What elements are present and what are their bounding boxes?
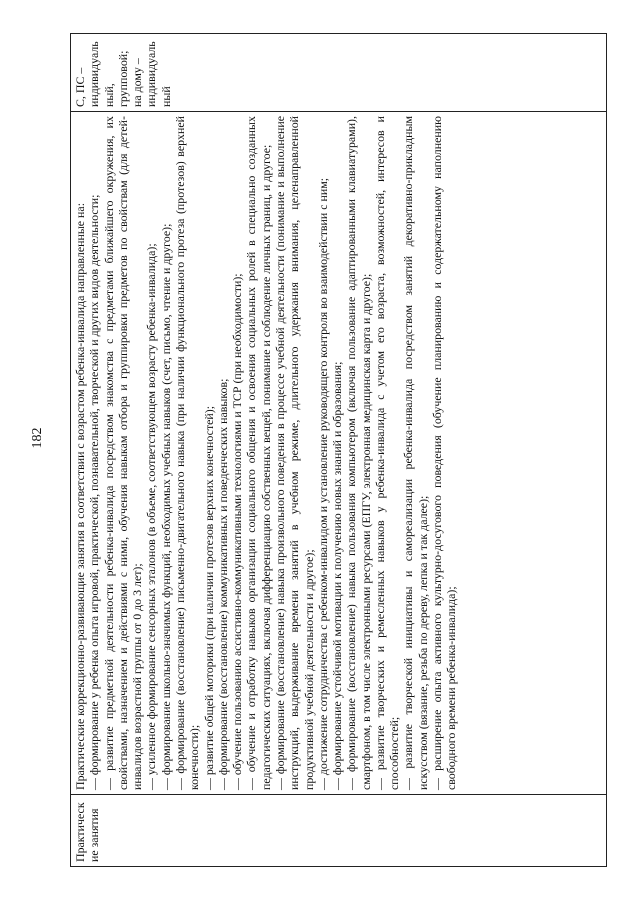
list-item: — формирование у ребенка опыта игровой, практической, познавательной, творческой и других видов деятельности; (87, 194, 102, 790)
list-item: — усиленное формирование сенсорных эталонов (в объеме, соответствующем возрасту ребенка-инвалида); (144, 243, 159, 790)
list-item: — формирование (восстановление) навыка произвольного поведения в процессе учебной деятельности (понимание и выполнение инструкций, выдерживание времени занятий в учебном режиме, длительного удержания внимания, целенаправленной продуктивной учебной деятельности и другое); (272, 116, 316, 790)
list-item: — достижение сотрудничества с ребенком-инвалидом и установление руководящего контроля во взаимодействии с ним; (315, 177, 330, 790)
list-item: — развитие творческих и ремесленных навыков у ребенка-инвалида с учетом его возраста, возможностей, интересов и способностей; (372, 116, 402, 790)
list-item: — формирование (восстановление) коммуникативных и поведенческих навыков; (215, 378, 230, 790)
content-cell (71, 112, 607, 795)
format-label: С, ПС – индивидуальный, групповой; на дому – индивидуальный (73, 41, 173, 107)
table-row (71, 34, 607, 867)
list-item: — развитие предметной деятельности ребенка-инвалида посредством знакомства с предметами ближайшего окружения, их свойствами, назначением и действиями с ними, обучения навыкам отбора и группировки предметов по свойствам (для детей-инвалидов возрастной группы от 0 до 3 лет); (101, 116, 145, 790)
format-cell (71, 34, 607, 112)
list-item: — формирование (восстановление) письменно-двигательного навыка (при наличии функционального протеза (протезов) верхней конечности); (172, 116, 202, 790)
list-item: — формирование школьно-значимых функций, необходимых учебных навыков (счет, письмо, чтение и другое); (158, 223, 173, 790)
list-item: — формирование (восстановление) навыка пользования компьютером (включая пользование адаптированными клавиатурами), смартфоном, в том числе электронными ресурсами (ЕПГУ, электронная медицинская карта и другое); (344, 116, 373, 790)
list-item: — развитие общей моторики (при наличии протезов верхних конечностей); (201, 405, 216, 790)
section-label-cell (71, 795, 607, 867)
rotated-table-wrapper (70, 34, 607, 867)
list-item: — обучение пользованию ассистивно-коммуникативными технологиями и ТСР (при необходимости); (230, 273, 245, 790)
intro-text: Практические коррекционно-развивающие занятия в соответствии с возрастом ребенка-инвалида направленные на: (73, 202, 87, 790)
page-number: 182 (30, 427, 45, 449)
content-list (73, 116, 459, 790)
list-item: — формирование устойчивой мотивации к получению новых знаний и образования; (330, 361, 345, 790)
section-label: Практические занятия (73, 802, 102, 862)
list-item: — обучение и отработку навыков организации социального общения и освоения социальных ролей в специально созданных педагогических ситуациях, включая дифференциацию собственных вещей, понимание и соблюдение личных границ, и другое; (244, 116, 273, 790)
list-item: — расширение опыта активного культурно-досугового поведения (обучение планированию и содержательному наполнению свободного времени ребенка-инвалида); (430, 116, 459, 790)
services-table (70, 33, 607, 867)
list-item: — развитие творческой инициативы и самореализации ребенка-инвалида посредством занятий декоративно-прикладным искусством (вязание, резьба по дереву, лепка и так далее); (401, 116, 430, 790)
